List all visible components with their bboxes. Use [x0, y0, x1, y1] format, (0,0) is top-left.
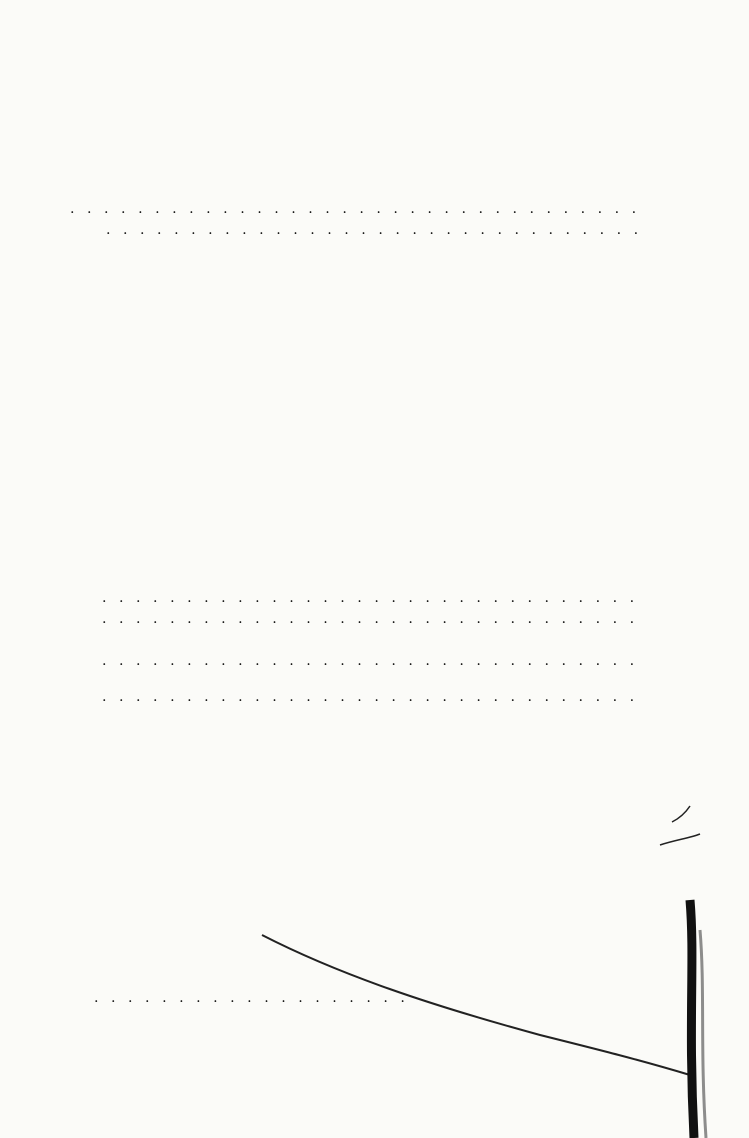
toc-entry-bibliography-phonology — [102, 220, 646, 240]
leader-dots — [102, 651, 642, 671]
leader-dots — [70, 199, 642, 219]
leader-dots — [102, 609, 642, 629]
toc-entry-hyperphoneme — [66, 199, 646, 219]
toc-entry-interaction — [98, 687, 646, 707]
leader-dots — [102, 687, 642, 707]
leader-dots — [102, 588, 642, 608]
toc-entry-two-functions — [98, 651, 646, 671]
toc-entry-semantic — [98, 588, 646, 608]
toc-entry-propositive — [98, 609, 646, 629]
leader-dots — [94, 988, 416, 1008]
leader-dots — [106, 220, 642, 240]
toc-entry-bibliography-final — [90, 988, 420, 1008]
